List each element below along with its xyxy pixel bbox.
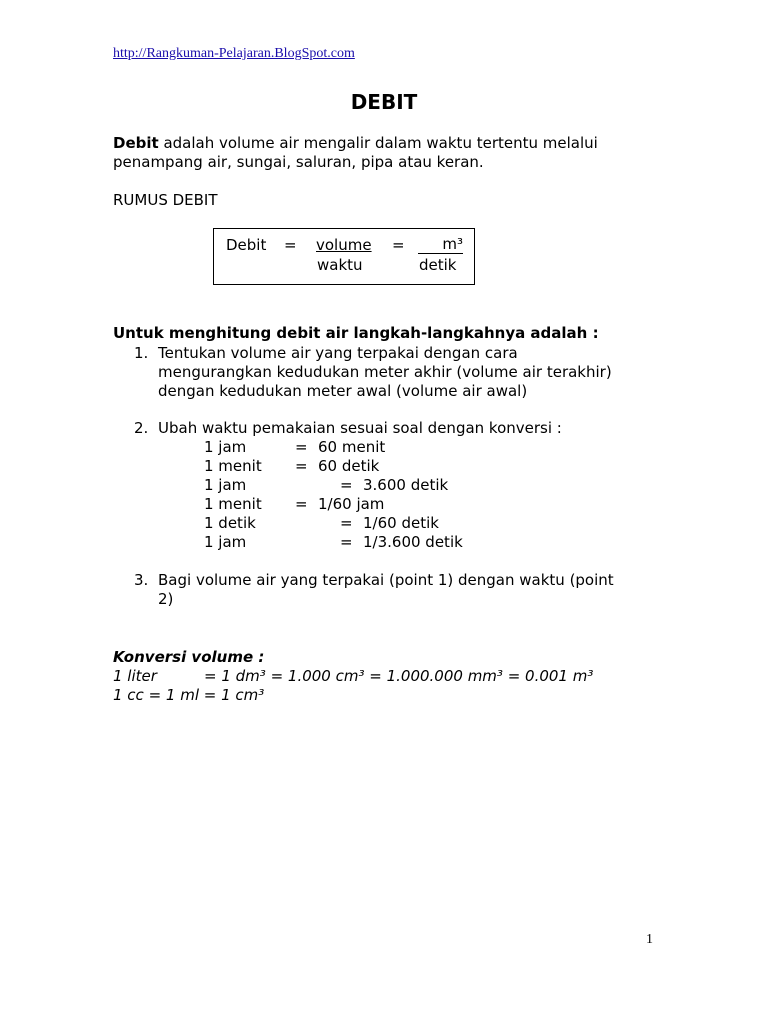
intro-line-2: penampang air, sungai, saluran, pipa atau keran.	[113, 153, 484, 171]
formula-denominator-detik: detik	[419, 256, 457, 274]
time-conversion-eq: =	[295, 438, 308, 456]
volume-conversion-line-1-right: = 1 dm³ = 1.000 cm³ = 1.000.000 mm³ = 0.001 m³	[204, 667, 594, 685]
step-3-line-2: 2)	[158, 590, 174, 608]
formula-heading: RUMUS DEBIT	[113, 191, 218, 209]
step-2-line-1: Ubah waktu pemakaian sesuai soal dengan konversi :	[158, 419, 562, 437]
step-1-line-2: mengurangkan kedudukan meter akhir (volume air terakhir)	[158, 363, 612, 381]
formula-lhs: Debit	[226, 236, 267, 254]
intro-line-1: adalah volume air mengalir dalam waktu tertentu melalui	[158, 134, 598, 152]
blog-link[interactable]: http://Rangkuman-Pelajaran.BlogSpot.com	[113, 46, 355, 61]
time-conversion-right: 1/3.600 detik	[363, 533, 463, 551]
intro-paragraph	[113, 134, 673, 172]
time-conversion-eq: =	[295, 495, 308, 513]
time-conversion-right: 1/60 detik	[363, 514, 439, 532]
page-title: DEBIT	[350, 90, 418, 114]
step-3-line-1: Bagi volume air yang terpakai (point 1) dengan waktu (point	[158, 571, 614, 589]
time-conversion-left: 1 jam	[204, 438, 247, 456]
time-conversion-left: 1 detik	[204, 514, 256, 532]
formula-box	[213, 228, 475, 285]
time-conversion-right: 1/60 jam	[318, 495, 385, 513]
formula-numerator-m3: m³	[418, 236, 463, 254]
time-conversion-left: 1 menit	[204, 457, 262, 475]
formula-equals-1: =	[284, 236, 297, 254]
volume-conversion-line-2: 1 cc = 1 ml = 1 cm³	[113, 686, 265, 704]
page-number: 1	[646, 932, 653, 947]
time-conversion-left: 1 jam	[204, 476, 247, 494]
step-3-number: 3.	[134, 571, 149, 589]
step-1-number: 1.	[134, 344, 149, 362]
intro-term: Debit	[113, 134, 159, 152]
step-1-line-3: dengan kedudukan meter awal (volume air awal)	[158, 382, 528, 400]
step-1-line-1: Tentukan volume air yang terpakai dengan cara	[158, 344, 518, 362]
time-conversion-left: 1 jam	[204, 533, 247, 551]
formula-equals-2: =	[392, 236, 405, 254]
formula-denominator-waktu: waktu	[317, 256, 363, 274]
formula-numerator-volume: volume	[316, 236, 372, 254]
volume-conversion-line-1-left: 1 liter	[113, 667, 157, 685]
time-conversion-eq: =	[340, 476, 353, 494]
steps-heading: Untuk menghitung debit air langkah-langkahnya adalah :	[113, 324, 599, 342]
time-conversion-eq: =	[340, 514, 353, 532]
step-2-number: 2.	[134, 419, 149, 437]
volume-conversion-heading: Konversi volume :	[113, 648, 265, 666]
time-conversion-right: 60 menit	[318, 438, 386, 456]
time-conversion-right: 60 detik	[318, 457, 380, 475]
time-conversion-eq: =	[295, 457, 308, 475]
time-conversion-right: 3.600 detik	[363, 476, 449, 494]
time-conversion-eq: =	[340, 533, 353, 551]
time-conversion-left: 1 menit	[204, 495, 262, 513]
